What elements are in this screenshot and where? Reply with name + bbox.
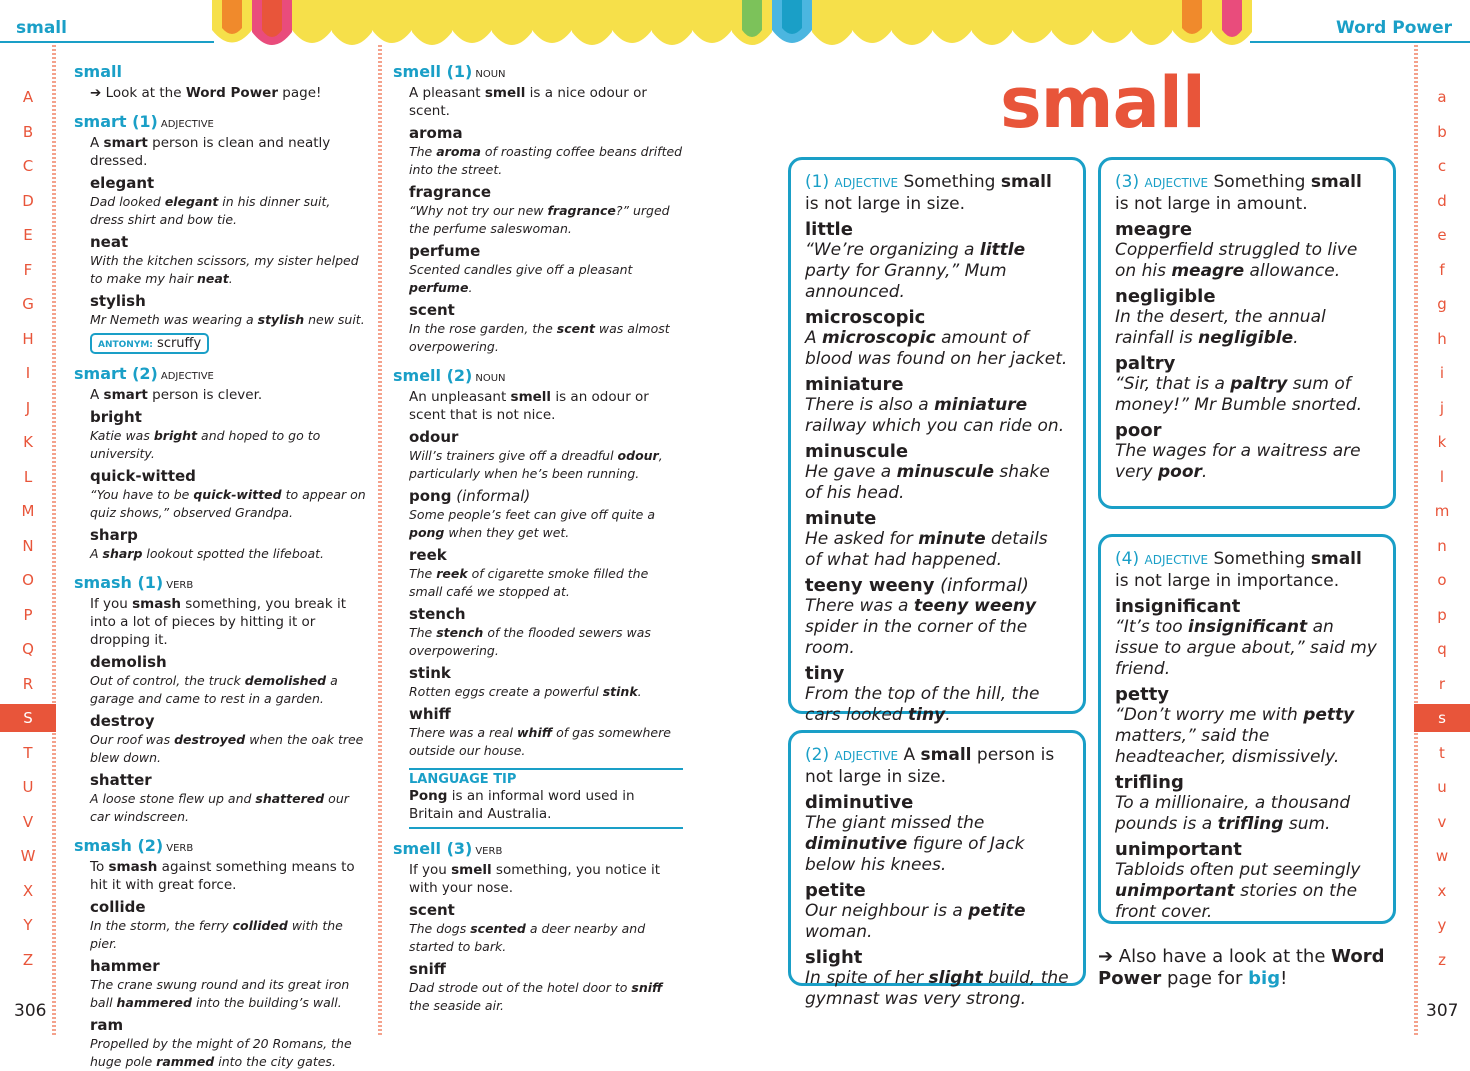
headword-text: small	[74, 62, 122, 81]
example: He asked for minute details of what had happened.	[805, 529, 1048, 570]
headword-smart-2: smart (2) ADJECTIVE	[74, 364, 214, 383]
example: Copperfield struggled to live on his meagre allowance.	[1115, 240, 1358, 281]
page-number-right: 307	[1426, 1001, 1459, 1021]
headword-small	[74, 62, 366, 81]
alphabet-tab-r[interactable]: R	[22, 674, 34, 693]
example: A sharp lookout spotted the lifeboat.	[90, 546, 324, 561]
example: “We’re organizing a little party for Granny,” Mum announced.	[805, 240, 1026, 302]
example: “It’s too insignificant an issue to argue about,” said my friend.	[1115, 617, 1377, 679]
alphabet-tab-r[interactable]: r	[1438, 674, 1446, 693]
alphabet-tab-d[interactable]: D	[22, 191, 34, 210]
synonym: aroma	[409, 124, 463, 142]
alphabet-tab-f[interactable]: f	[1439, 260, 1445, 279]
language-tip-label: LANGUAGE TIP	[409, 772, 517, 787]
synonym: shatter	[90, 771, 152, 789]
entries-column-2	[393, 62, 683, 1015]
synonym: destroy	[90, 712, 155, 730]
synonym: scent	[409, 901, 455, 919]
header-rule-left	[0, 41, 214, 43]
example: Propelled by the might of 20 Romans, the huge pole rammed into the city gates.	[90, 1036, 352, 1069]
example: With the kitchen scissors, my sister helped to make my hair neat.	[90, 253, 359, 286]
synonym: perfume	[409, 242, 481, 260]
alphabet-tab-s[interactable]: S	[0, 704, 56, 732]
crayon-banner	[212, 0, 1252, 50]
synonym: diminutive	[805, 792, 914, 813]
alphabet-tab-p[interactable]: P	[23, 605, 33, 624]
alphabet-tab-q[interactable]: Q	[22, 640, 34, 658]
alphabet-tab-v[interactable]: v	[1437, 812, 1447, 831]
example: Will’s trainers give off a dreadful odour, particularly when he’s been running.	[409, 448, 663, 481]
example: Mr Nemeth was wearing a stylish new suit.	[90, 312, 365, 327]
alphabet-tab-l[interactable]: l	[1439, 467, 1445, 486]
alphabet-tab-h[interactable]: h	[1437, 329, 1447, 348]
example: Dad strode out of the hotel door to sniff the seaside air.	[409, 980, 663, 1013]
alphabet-tab-g[interactable]: G	[22, 295, 34, 313]
alphabet-tab-i[interactable]: I	[25, 364, 31, 382]
alphabet-tab-k[interactable]: k	[1437, 433, 1447, 451]
example: “You have to be quick-witted to appear on quiz shows,” observed Grandpa.	[90, 487, 366, 520]
synonym: sniff	[409, 960, 446, 978]
example: Scented candles give off a pleasant perfume.	[409, 262, 633, 295]
alphabet-tab-z[interactable]: z	[1438, 950, 1446, 969]
example: The giant missed the diminutive figure of Jack below his knees.	[805, 813, 1025, 875]
column-divider	[378, 45, 382, 1037]
synonym: quick-witted	[90, 467, 196, 485]
synonym: reek	[409, 546, 447, 564]
headword-smell-1: smell (1) NOUN	[393, 62, 506, 81]
definition: To smash against something means to hit it with great force.	[90, 859, 355, 893]
example: Dad looked elegant in his dinner suit, dress shirt and bow tie.	[90, 194, 331, 227]
language-tip	[409, 768, 683, 829]
alphabet-tab-o[interactable]: o	[1437, 571, 1447, 589]
alphabet-tab-k[interactable]: K	[23, 433, 33, 451]
example: The crane swung round and its great iron ball hammered into the building’s wall.	[90, 977, 350, 1010]
synonym: stink	[409, 664, 451, 682]
example: The reek of cigarette smoke filled the small café we stopped at.	[409, 566, 649, 599]
sense-box-1	[788, 157, 1086, 725]
alphabet-tab-z[interactable]: Z	[22, 950, 34, 969]
synonym: teeny weeny (informal)	[805, 575, 1029, 596]
example: From the top of the hill, the cars looked tiny.	[805, 684, 1040, 725]
synonym: scent	[409, 301, 455, 319]
alphabet-tab-w[interactable]: W	[20, 847, 36, 865]
alphabet-tab-l[interactable]: L	[23, 467, 33, 486]
synonym: paltry	[1115, 353, 1176, 374]
synonym: bright	[90, 408, 142, 426]
synonym: whiff	[409, 705, 451, 723]
alphabet-tab-e[interactable]: E	[23, 226, 33, 244]
alphabet-tab-m[interactable]: M	[21, 502, 35, 520]
sense-box-2	[788, 730, 1086, 1009]
example: There was a real whiff of gas somewhere outside our house.	[409, 725, 671, 758]
alphabet-tab-j[interactable]: j	[1439, 398, 1445, 417]
synonym: pong (informal)	[409, 487, 531, 505]
synonym: microscopic	[805, 307, 926, 328]
example: There is also a miniature railway which you can ride on.	[805, 395, 1065, 436]
alphabet-tab-c[interactable]: c	[1437, 157, 1447, 175]
definition: A smart person is clean and neatly dressed.	[90, 135, 331, 169]
synonym: minuscule	[805, 441, 909, 462]
alphabet-tab-o[interactable]: O	[22, 571, 34, 589]
alphabet-tab-h[interactable]: H	[22, 329, 34, 348]
example: There was a teeny weeny spider in the corner of the room.	[805, 596, 1037, 658]
word-power-title: small	[1000, 62, 1205, 144]
example: The aroma of roasting coffee beans drifted into the street.	[409, 144, 683, 177]
example: In the rose garden, the scent was almost overpowering.	[409, 321, 670, 354]
synonym: hammer	[90, 957, 160, 975]
synonym: ram	[90, 1016, 124, 1034]
sense-box-4	[1098, 534, 1396, 924]
example: “Don’t worry me with petty matters,” said the headteacher, dismissively.	[1115, 705, 1355, 767]
synonym: stylish	[90, 292, 146, 310]
entries-column-1	[74, 62, 366, 1071]
synonym: sharp	[90, 526, 138, 544]
example: In the storm, the ferry collided with the pier.	[90, 918, 343, 951]
antonym-box: ANTONYM: scruffy	[90, 333, 209, 354]
alphabet-tab-m[interactable]: m	[1434, 502, 1450, 520]
synonym: petite	[805, 880, 866, 901]
synonym: odour	[409, 428, 459, 446]
example: “Why not try our new fragrance?” urged the perfume saleswoman.	[409, 203, 670, 236]
synonym: slight	[805, 947, 863, 968]
definition: A pleasant smell is a nice odour or scent.	[409, 85, 647, 119]
synonym: stench	[409, 605, 466, 623]
page-number-left: 306	[14, 1001, 47, 1021]
sense-heading: (4) ADJECTIVE Something small is not large in importance.	[1115, 549, 1362, 591]
example: Our neighbour is a petite woman.	[805, 901, 1026, 942]
alphabet-tab-y[interactable]: y	[1437, 916, 1447, 934]
alphabet-tab-u[interactable]: u	[1437, 778, 1447, 796]
running-head-left: small	[16, 18, 67, 38]
synonym: collide	[90, 898, 146, 916]
example: Our roof was destroyed when the oak tree blew down.	[90, 732, 364, 765]
synonym: elegant	[90, 174, 155, 192]
example: To a millionaire, a thousand pounds is a trifling sum.	[1115, 793, 1351, 834]
alphabet-tab-n[interactable]: n	[1437, 536, 1447, 555]
synonym: meagre	[1115, 219, 1193, 240]
example: The wages for a waitress are very poor.	[1115, 441, 1361, 482]
header-rule-right	[1250, 41, 1470, 43]
example: Some people’s feet can give off quite a pong when they get wet.	[409, 507, 656, 540]
synonym: poor	[1115, 420, 1162, 441]
sense-heading: (1) ADJECTIVE Something small is not large in size.	[805, 172, 1052, 214]
synonym: neat	[90, 233, 129, 251]
sense-heading: (2) ADJECTIVE A small person is not large in size.	[805, 745, 1055, 787]
example: The stench of the flooded sewers was overpowering.	[409, 625, 651, 658]
example: The dogs scented a deer nearby and started to bark.	[409, 921, 646, 954]
alphabet-tab-s[interactable]: s	[1414, 704, 1470, 732]
alphabet-tab-u[interactable]: U	[22, 778, 34, 796]
example: A loose stone flew up and shattered our car windscreen.	[90, 791, 349, 824]
alphabet-tab-q[interactable]: q	[1437, 640, 1447, 658]
synonym: minute	[805, 508, 877, 529]
alphabet-tab-e[interactable]: e	[1437, 226, 1447, 244]
example: In spite of her slight build, the gymnast was very strong.	[805, 968, 1069, 1009]
alphabet-tab-j[interactable]: J	[25, 398, 31, 417]
alphabet-tab-i[interactable]: i	[1439, 364, 1445, 382]
alphabet-tab-w[interactable]: w	[1435, 847, 1449, 865]
alphabet-tab-v[interactable]: V	[22, 812, 34, 831]
synonym: little	[805, 219, 853, 240]
alphabet-tab-t[interactable]: T	[23, 743, 33, 762]
alphabet-tab-p[interactable]: p	[1437, 605, 1447, 624]
alphabet-tabs-right	[1414, 45, 1470, 1037]
alphabet-tab-t[interactable]: t	[1439, 743, 1445, 762]
running-head-right: Word Power	[1335, 18, 1452, 38]
alphabet-tab-n[interactable]: N	[22, 536, 34, 555]
synonym: tiny	[805, 663, 845, 684]
definition: A smart person is clever.	[90, 387, 263, 403]
synonym: petty	[1115, 684, 1170, 705]
alphabet-tab-a[interactable]: a	[1437, 88, 1447, 106]
example: Katie was bright and hoped to go to university.	[90, 428, 321, 461]
cross-reference: ➔ Look at the Word Power page!	[90, 85, 322, 101]
sense-box-3	[1098, 157, 1396, 509]
example: He gave a minuscule shake of his head.	[805, 462, 1050, 503]
see-also-link[interactable]: big	[1248, 968, 1281, 989]
see-also-note: ➔ Also have a look at the Word Power page for big!	[1098, 946, 1385, 989]
headword-smart-1: smart (1) ADJECTIVE	[74, 112, 214, 131]
alphabet-tab-b[interactable]: B	[22, 122, 34, 141]
language-tip-text: Pong is an informal word used in Britain and Australia.	[409, 788, 635, 822]
alphabet-tab-x[interactable]: X	[22, 881, 34, 900]
alphabet-tab-g[interactable]: g	[1437, 295, 1447, 313]
alphabet-tab-b[interactable]: b	[1437, 122, 1447, 141]
synonym: miniature	[805, 374, 904, 395]
definition: If you smash something, you break it into a lot of pieces by hitting it or dropping it.	[90, 596, 346, 648]
example: “Sir, that is a paltry sum of money!” Mr Bumble snorted.	[1115, 374, 1363, 415]
example: Rotten eggs create a powerful stink.	[409, 684, 642, 699]
definition: If you smell something, you notice it with your nose.	[409, 862, 661, 896]
synonym: unimportant	[1115, 839, 1242, 860]
example: Out of control, the truck demolished a garage and came to rest in a garden.	[90, 673, 338, 706]
headword-smash-1: smash (1) VERB	[74, 573, 194, 592]
headword-smell-2: smell (2) NOUN	[393, 366, 506, 385]
sense-heading: (3) ADJECTIVE Something small is not large in amount.	[1115, 172, 1362, 214]
example: In the desert, the annual rainfall is negligible.	[1115, 307, 1326, 348]
synonym: insignificant	[1115, 596, 1241, 617]
alphabet-tab-c[interactable]: C	[22, 157, 34, 175]
alphabet-tab-d[interactable]: d	[1437, 191, 1447, 210]
synonym: demolish	[90, 653, 167, 671]
headword-smash-2: smash (2) VERB	[74, 836, 194, 855]
synonym: trifling	[1115, 772, 1184, 793]
alphabet-tab-a[interactable]: A	[22, 88, 34, 106]
headword-smell-3: smell (3) VERB	[393, 839, 503, 858]
alphabet-tab-f[interactable]: F	[23, 260, 33, 279]
alphabet-tab-x[interactable]: x	[1437, 881, 1447, 900]
example: A microscopic amount of blood was found on her jacket.	[805, 328, 1068, 369]
alphabet-tabs-left	[0, 45, 56, 1037]
synonym: fragrance	[409, 183, 492, 201]
alphabet-tab-y[interactable]: Y	[23, 916, 33, 934]
definition: An unpleasant smell is an odour or scent that is not nice.	[409, 389, 649, 423]
crayon-tips	[212, 0, 1252, 45]
synonym: negligible	[1115, 286, 1216, 307]
example: Tabloids often put seemingly unimportant stories on the front cover.	[1115, 860, 1361, 922]
